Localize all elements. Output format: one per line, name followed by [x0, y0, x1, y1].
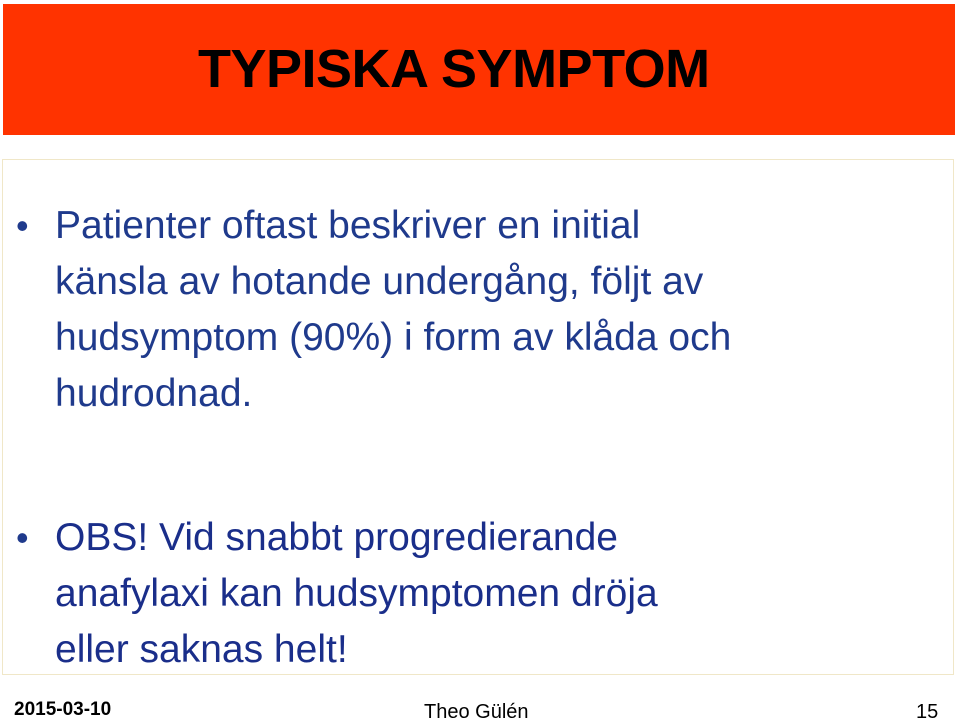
bullet-line: känsla av hotande undergång, följt av [55, 260, 704, 303]
footer-author: Theo Gülén [424, 701, 529, 723]
slide-title: TYPISKA SYMPTOM [198, 39, 710, 99]
bullet-line: OBS! Vid snabbt progredierande [55, 516, 618, 559]
bullet-text [55, 198, 731, 422]
bullet-line: eller saknas helt! [55, 628, 348, 671]
footer-date: 2015-03-10 [14, 699, 112, 720]
page-number: 15 [916, 701, 939, 723]
bullet-line: hudrodnad. [55, 372, 253, 415]
bullet-line: Patienter oftast beskriver en initial [55, 204, 641, 247]
bullet-line: anafylaxi kan hudsymptomen dröja [55, 572, 658, 615]
bullet-icon: • [16, 205, 29, 246]
bullet-text [55, 510, 658, 678]
bullet-icon: • [16, 517, 29, 558]
bullet-line: hudsymptom (90%) i form av klåda och [55, 316, 732, 359]
